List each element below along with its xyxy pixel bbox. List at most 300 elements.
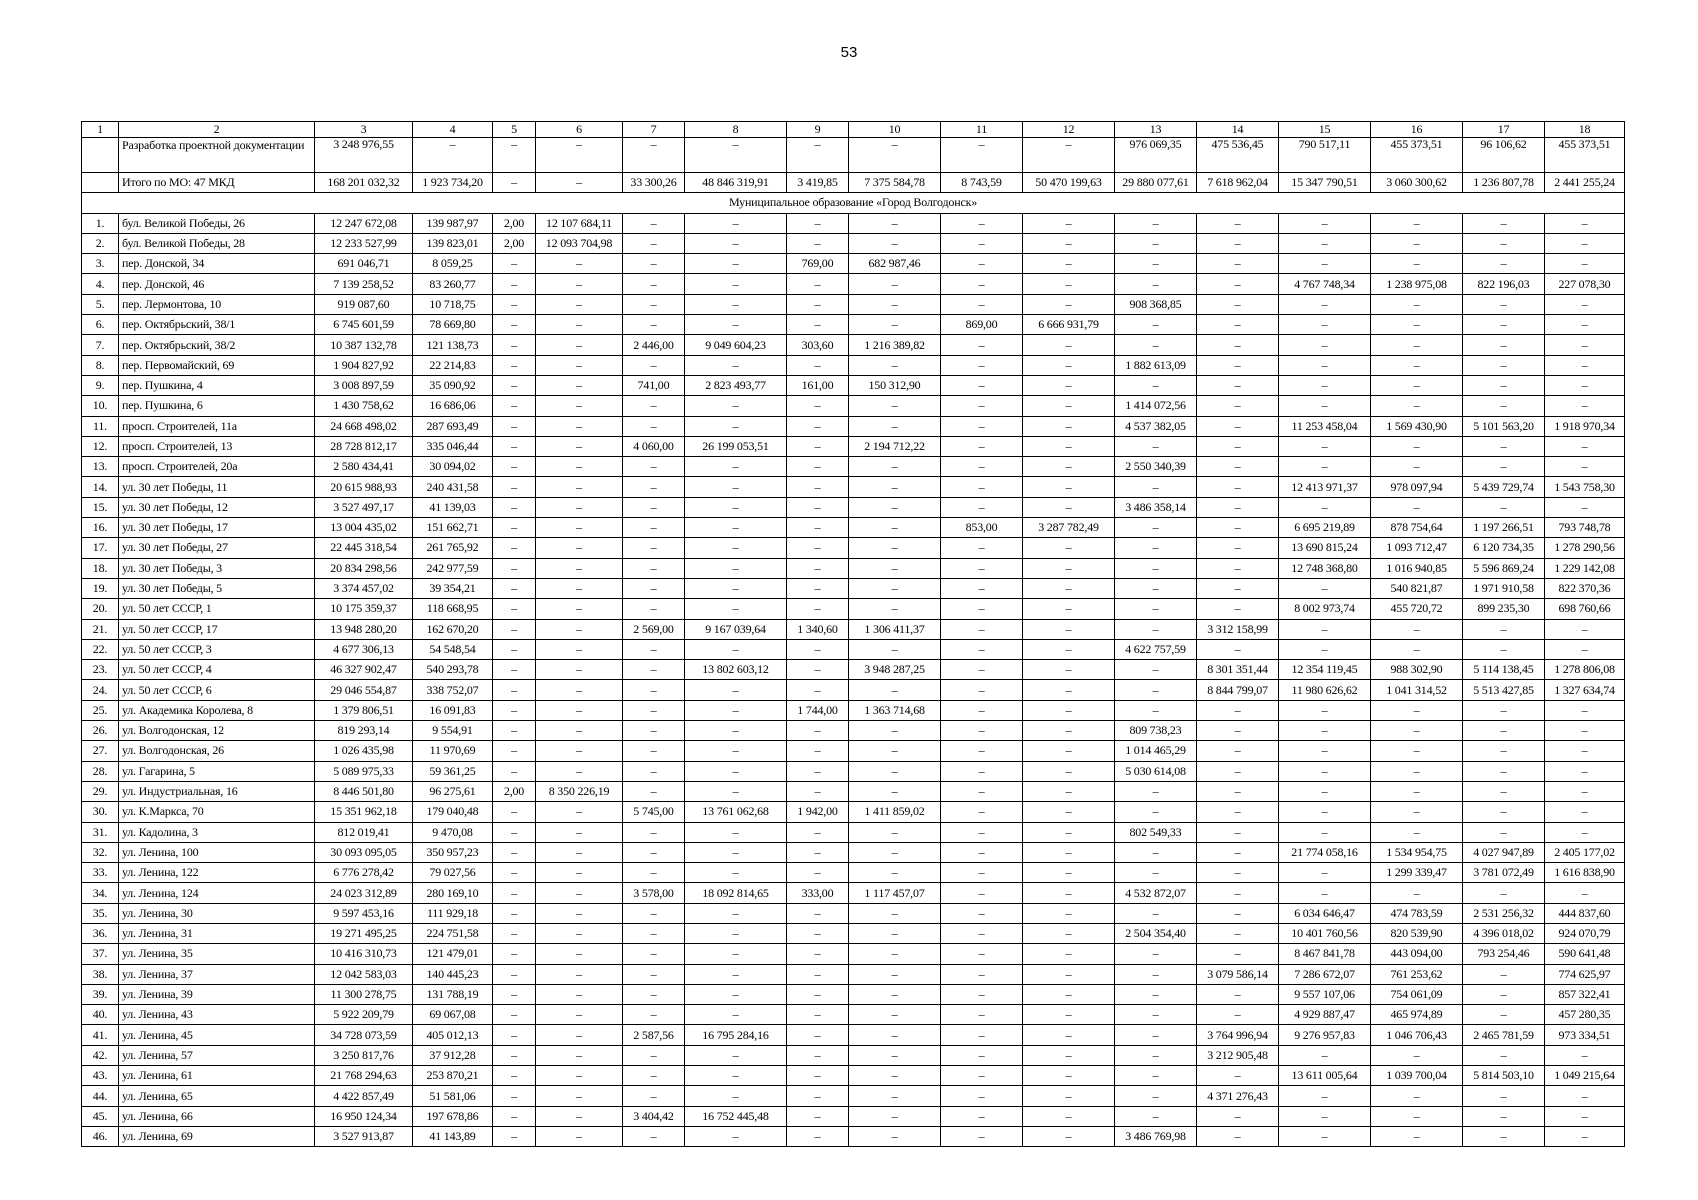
table-cell: – (623, 599, 685, 619)
table-row (82, 700, 1625, 720)
row-number: 35. (82, 903, 119, 923)
table-cell: – (1463, 213, 1545, 233)
table-cell: – (493, 457, 536, 477)
table-cell: 8 446 501,80 (315, 781, 413, 801)
table-cell: – (536, 436, 623, 456)
table-cell: – (1115, 1066, 1197, 1086)
table-cell: – (1545, 436, 1625, 456)
table-cell: 769,00 (787, 254, 849, 274)
table-cell: – (1115, 619, 1197, 639)
table-cell: 2 504 354,40 (1115, 923, 1197, 943)
table-cell: – (1023, 274, 1115, 294)
table-cell: 899 235,30 (1463, 599, 1545, 619)
table-cell: – (1197, 842, 1279, 862)
table-cell: 3 486 769,98 (1115, 1126, 1197, 1146)
table-cell: 1 117 457,07 (849, 883, 941, 903)
table-cell: – (623, 761, 685, 781)
table-cell: – (536, 964, 623, 984)
table-cell: 30 094,02 (413, 457, 493, 477)
table-cell: – (787, 680, 849, 700)
table-cell: 6 666 931,79 (1023, 315, 1115, 335)
table-cell: – (1023, 802, 1115, 822)
table-cell: – (941, 1126, 1023, 1146)
table-cell: – (787, 984, 849, 1004)
table-cell: 809 738,23 (1115, 721, 1197, 741)
table-cell: – (493, 558, 536, 578)
table-cell: 2 194 712,22 (849, 436, 941, 456)
table-cell: – (941, 822, 1023, 842)
table-cell: 6 745 601,59 (315, 315, 413, 335)
table-cell: 6 776 278,42 (315, 863, 413, 883)
section-title: Муниципальное образование «Город Волгодонск» (82, 193, 1625, 213)
column-number: 15 (1279, 122, 1371, 138)
table-cell: – (787, 1025, 849, 1045)
table-cell: 168 201 032,32 (315, 173, 413, 193)
table-cell: – (493, 741, 536, 761)
table-cell: – (1023, 213, 1115, 233)
table-cell: 822 196,03 (1463, 274, 1545, 294)
table-cell: 338 752,07 (413, 680, 493, 700)
table-cell: – (1463, 457, 1545, 477)
table-cell: – (1115, 1106, 1197, 1126)
row-number: 39. (82, 984, 119, 1004)
table-cell: – (787, 518, 849, 538)
table-cell: – (623, 1005, 685, 1025)
table-row (82, 944, 1625, 964)
column-number: 6 (536, 122, 623, 138)
table-cell: – (493, 639, 536, 659)
table-cell: 13 802 603,12 (685, 660, 787, 680)
table-cell: – (1279, 457, 1371, 477)
table-cell: – (1115, 518, 1197, 538)
table-cell: 4 622 757,59 (1115, 639, 1197, 659)
table-cell: – (1115, 578, 1197, 598)
table-cell: – (1023, 578, 1115, 598)
table-cell: – (1279, 294, 1371, 314)
table-cell: 22 214,83 (413, 355, 493, 375)
table-cell: – (623, 213, 685, 233)
table-cell: – (493, 335, 536, 355)
table-cell: – (1023, 984, 1115, 1004)
table-cell: – (1463, 315, 1545, 335)
table-cell: – (849, 842, 941, 862)
table-cell: – (536, 721, 623, 741)
row-number: 25. (82, 700, 119, 720)
table-cell: – (1023, 923, 1115, 943)
table-cell: – (1115, 700, 1197, 720)
table-cell: – (493, 477, 536, 497)
table-cell: 540 821,87 (1371, 578, 1463, 598)
column-number: 12 (1023, 122, 1115, 138)
table-row (82, 1025, 1625, 1045)
table-cell: 3 248 976,55 (315, 138, 413, 173)
table-cell: 3 060 300,62 (1371, 173, 1463, 193)
table-cell: – (1545, 213, 1625, 233)
table-cell: – (1279, 335, 1371, 355)
table-cell: 1 971 910,58 (1463, 578, 1545, 598)
table-cell: 1 414 072,56 (1115, 396, 1197, 416)
table-row (82, 436, 1625, 456)
table-cell: – (536, 842, 623, 862)
table-cell: 457 280,35 (1545, 1005, 1625, 1025)
table-cell: 5 089 975,33 (315, 761, 413, 781)
table-cell: – (685, 639, 787, 659)
table-cell: 8 467 841,78 (1279, 944, 1371, 964)
table-cell: – (1463, 1086, 1545, 1106)
address: ул. Ленина, 31 (119, 923, 315, 943)
table-cell: – (623, 558, 685, 578)
table-cell: – (685, 416, 787, 436)
table-cell: 13 948 280,20 (315, 619, 413, 639)
table-cell: 224 751,58 (413, 923, 493, 943)
table-row (82, 1066, 1625, 1086)
table-cell: 83 260,77 (413, 274, 493, 294)
address: ул. Ленина, 124 (119, 883, 315, 903)
table-cell: – (1279, 375, 1371, 395)
address: бул. Великой Победы, 28 (119, 233, 315, 253)
table-cell: 4 422 857,49 (315, 1086, 413, 1106)
column-number: 5 (493, 122, 536, 138)
table-cell: 1 904 827,92 (315, 355, 413, 375)
table-cell: 96 275,61 (413, 781, 493, 801)
table-body (82, 122, 1625, 1147)
table-cell: – (1371, 436, 1463, 456)
table-cell: 227 078,30 (1545, 274, 1625, 294)
address: пер. Лермонтова, 10 (119, 294, 315, 314)
table-cell: 39 354,21 (413, 578, 493, 598)
table-row (82, 538, 1625, 558)
table-cell: 1 229 142,08 (1545, 558, 1625, 578)
table-cell: 793 748,78 (1545, 518, 1625, 538)
column-number: 11 (941, 122, 1023, 138)
table-cell: – (941, 903, 1023, 923)
table-cell: 5 596 869,24 (1463, 558, 1545, 578)
table-row (82, 903, 1625, 923)
table-cell: – (493, 138, 536, 173)
table-cell: 8 002 973,74 (1279, 599, 1371, 619)
table-cell: – (1197, 639, 1279, 659)
address: ул. 50 лет СССР, 1 (119, 599, 315, 619)
table-cell: 474 783,59 (1371, 903, 1463, 923)
table-cell: – (536, 619, 623, 639)
table-cell: – (941, 842, 1023, 862)
table-cell: – (849, 1086, 941, 1106)
table-cell: 3 419,85 (787, 173, 849, 193)
table-cell: – (849, 903, 941, 923)
table-cell: – (1279, 315, 1371, 335)
table-cell: – (493, 518, 536, 538)
table-cell: – (1197, 1106, 1279, 1126)
row-number: 3. (82, 254, 119, 274)
table-cell: 1 238 975,08 (1371, 274, 1463, 294)
table-cell: 793 254,46 (1463, 944, 1545, 964)
table-cell: – (623, 639, 685, 659)
table-cell: – (623, 497, 685, 517)
address: ул. Ленина, 39 (119, 984, 315, 1004)
address: ул. 30 лет Победы, 17 (119, 518, 315, 538)
table-cell: – (1371, 700, 1463, 720)
table-cell: – (941, 660, 1023, 680)
table-cell: – (941, 416, 1023, 436)
table-cell: 988 302,90 (1371, 660, 1463, 680)
table-cell: – (1545, 1045, 1625, 1065)
table-cell: – (849, 294, 941, 314)
table-cell: – (685, 964, 787, 984)
table-cell: 261 765,92 (413, 538, 493, 558)
table-cell: 35 090,92 (413, 375, 493, 395)
table-cell: 10 416 310,73 (315, 944, 413, 964)
table-cell: 7 618 962,04 (1197, 173, 1279, 193)
table-cell: – (623, 863, 685, 883)
table-cell: 21 774 058,16 (1279, 842, 1371, 862)
table-cell: – (1545, 1106, 1625, 1126)
table-cell: – (1197, 457, 1279, 477)
table-cell: – (1463, 700, 1545, 720)
address: ул. 30 лет Победы, 3 (119, 558, 315, 578)
table-row (82, 599, 1625, 619)
table-cell: – (1371, 741, 1463, 761)
table-cell: – (1371, 822, 1463, 842)
table-cell: 21 768 294,63 (315, 1066, 413, 1086)
address: ул. 30 лет Победы, 5 (119, 578, 315, 598)
table-cell: – (1115, 680, 1197, 700)
address: ул. Ленина, 43 (119, 1005, 315, 1025)
column-number: 9 (787, 122, 849, 138)
table-cell: – (787, 599, 849, 619)
table-cell: – (787, 538, 849, 558)
table-cell: – (1023, 903, 1115, 923)
table-cell: – (941, 883, 1023, 903)
table-cell: – (536, 599, 623, 619)
table-cell: – (1545, 233, 1625, 253)
table-cell: 12 354 119,45 (1279, 660, 1371, 680)
table-cell: 46 327 902,47 (315, 660, 413, 680)
table-cell: – (849, 1106, 941, 1126)
table-cell: 1 306 411,37 (849, 619, 941, 639)
table-cell: 3 948 287,25 (849, 660, 941, 680)
row-number: 10. (82, 396, 119, 416)
row-number: 38. (82, 964, 119, 984)
table-cell: – (1023, 558, 1115, 578)
table-cell: – (1115, 964, 1197, 984)
table-cell: – (1371, 1106, 1463, 1126)
table-cell: – (1197, 538, 1279, 558)
table-cell: – (536, 1005, 623, 1025)
row-number: 5. (82, 294, 119, 314)
table-cell: – (1197, 883, 1279, 903)
table-cell: – (941, 477, 1023, 497)
table-cell: – (685, 1086, 787, 1106)
table-cell: 540 293,78 (413, 660, 493, 680)
table-cell: 12 093 704,98 (536, 233, 623, 253)
table-cell: 1 942,00 (787, 802, 849, 822)
table-cell: – (849, 233, 941, 253)
table-cell: – (493, 173, 536, 193)
table-cell: 1 616 838,90 (1545, 863, 1625, 883)
row-number: 17. (82, 538, 119, 558)
table-cell: 3 079 586,14 (1197, 964, 1279, 984)
table-cell: 18 092 814,65 (685, 883, 787, 903)
table-cell: 121 479,01 (413, 944, 493, 964)
column-number-row (82, 122, 1625, 138)
table-cell: – (536, 944, 623, 964)
table-cell: – (1197, 761, 1279, 781)
table-cell: – (849, 863, 941, 883)
table-cell: – (1545, 822, 1625, 842)
table-cell: – (493, 903, 536, 923)
table-cell: – (941, 639, 1023, 659)
table-cell: 812 019,41 (315, 822, 413, 842)
table-cell: – (1197, 558, 1279, 578)
table-cell: – (536, 335, 623, 355)
address: ул. Кадолина, 3 (119, 822, 315, 842)
table-cell: – (623, 578, 685, 598)
table-cell: – (1545, 781, 1625, 801)
table-cell: – (1023, 883, 1115, 903)
address: ул. Ленина, 61 (119, 1066, 315, 1086)
table-cell: – (685, 1066, 787, 1086)
table-cell: – (849, 964, 941, 984)
table-cell: 878 754,64 (1371, 518, 1463, 538)
table-cell: – (685, 233, 787, 253)
table-cell: 48 846 319,91 (685, 173, 787, 193)
table-cell: – (1197, 1126, 1279, 1146)
table-cell: – (493, 964, 536, 984)
address: ул. Волгодонская, 12 (119, 721, 315, 741)
table-cell: – (1371, 457, 1463, 477)
table-cell: 8 301 351,44 (1197, 660, 1279, 680)
table-cell: – (1115, 599, 1197, 619)
table-cell: – (1279, 497, 1371, 517)
table-cell: – (623, 944, 685, 964)
table-cell: – (1545, 294, 1625, 314)
table-cell: – (536, 315, 623, 335)
table-cell: 3 008 897,59 (315, 375, 413, 395)
row-number: 21. (82, 619, 119, 639)
column-number: 18 (1545, 122, 1625, 138)
table-cell: 3 312 158,99 (1197, 619, 1279, 639)
table-cell: – (849, 558, 941, 578)
table-cell: – (849, 274, 941, 294)
table-row (82, 1126, 1625, 1146)
table-cell: – (536, 822, 623, 842)
table-cell: – (685, 138, 787, 173)
address: ул. Ленина, 69 (119, 1126, 315, 1146)
table-cell: – (1463, 639, 1545, 659)
table-cell: – (787, 863, 849, 883)
table-cell: 13 690 815,24 (1279, 538, 1371, 558)
table-cell: 12 233 527,99 (315, 233, 413, 253)
table-cell (82, 173, 119, 193)
table-cell: – (787, 233, 849, 253)
table-cell: 10 175 359,37 (315, 599, 413, 619)
table-row (82, 964, 1625, 984)
table-cell: – (941, 1066, 1023, 1086)
table-cell: – (623, 721, 685, 741)
table-cell: 8 844 799,07 (1197, 680, 1279, 700)
row-number: 11. (82, 416, 119, 436)
table-cell: 96 106,62 (1463, 138, 1545, 173)
table-cell: – (849, 984, 941, 1004)
row-number: 45. (82, 1106, 119, 1126)
table-cell: – (1197, 903, 1279, 923)
row-number: 46. (82, 1126, 119, 1146)
column-number: 2 (119, 122, 315, 138)
table-cell: – (685, 294, 787, 314)
table-cell: 5 513 427,85 (1463, 680, 1545, 700)
table-cell: – (623, 538, 685, 558)
table-cell: – (1023, 842, 1115, 862)
table-cell: 6 695 219,89 (1279, 518, 1371, 538)
table-row (82, 1086, 1625, 1106)
table-cell: 11 980 626,62 (1279, 680, 1371, 700)
table-cell: – (941, 497, 1023, 517)
table-cell: 20 834 298,56 (315, 558, 413, 578)
table-cell: – (1115, 477, 1197, 497)
table-cell: – (941, 1086, 1023, 1106)
table-cell: – (623, 396, 685, 416)
table-cell: – (849, 923, 941, 943)
column-number: 8 (685, 122, 787, 138)
table-row (82, 1106, 1625, 1126)
table-cell: – (787, 396, 849, 416)
table-cell: – (1197, 802, 1279, 822)
table-cell: 3 527 497,17 (315, 497, 413, 517)
table-cell: 1 016 940,85 (1371, 558, 1463, 578)
table-cell: – (536, 497, 623, 517)
table-cell: 908 368,85 (1115, 294, 1197, 314)
table-cell: – (493, 822, 536, 842)
table-cell: 1 278 806,08 (1545, 660, 1625, 680)
table-cell: – (1023, 416, 1115, 436)
table-cell: – (941, 254, 1023, 274)
table-cell: 34 728 073,59 (315, 1025, 413, 1045)
table-cell: – (1371, 254, 1463, 274)
row-number: 19. (82, 578, 119, 598)
table-cell: – (787, 721, 849, 741)
table-cell: 26 199 053,51 (685, 436, 787, 456)
table-cell: 1 093 712,47 (1371, 538, 1463, 558)
table-cell: – (1463, 497, 1545, 517)
table-cell: – (941, 1045, 1023, 1065)
table-cell: – (1279, 761, 1371, 781)
table-cell: – (849, 599, 941, 619)
table-row (82, 761, 1625, 781)
table-cell: – (1463, 335, 1545, 355)
table-cell: – (1545, 721, 1625, 741)
table-cell: – (1279, 883, 1371, 903)
table-cell: – (1115, 1025, 1197, 1045)
table-cell: 16 091,83 (413, 700, 493, 720)
table-cell: 1 923 734,20 (413, 173, 493, 193)
address: пер. Донской, 46 (119, 274, 315, 294)
table-cell: – (1197, 578, 1279, 598)
table-cell: – (1023, 964, 1115, 984)
table-cell: 802 549,33 (1115, 822, 1197, 842)
table-cell: – (623, 355, 685, 375)
table-cell: – (1115, 233, 1197, 253)
table-cell: – (1279, 619, 1371, 639)
table-cell: – (536, 984, 623, 1004)
table-cell: 455 373,51 (1545, 138, 1625, 173)
table-cell: 857 322,41 (1545, 984, 1625, 1004)
address: просп. Строителей, 20а (119, 457, 315, 477)
table-cell: 9 470,08 (413, 822, 493, 842)
table-cell: – (1023, 1025, 1115, 1045)
table-cell: – (1463, 761, 1545, 781)
table-cell: – (1279, 213, 1371, 233)
table-cell: – (1371, 761, 1463, 781)
